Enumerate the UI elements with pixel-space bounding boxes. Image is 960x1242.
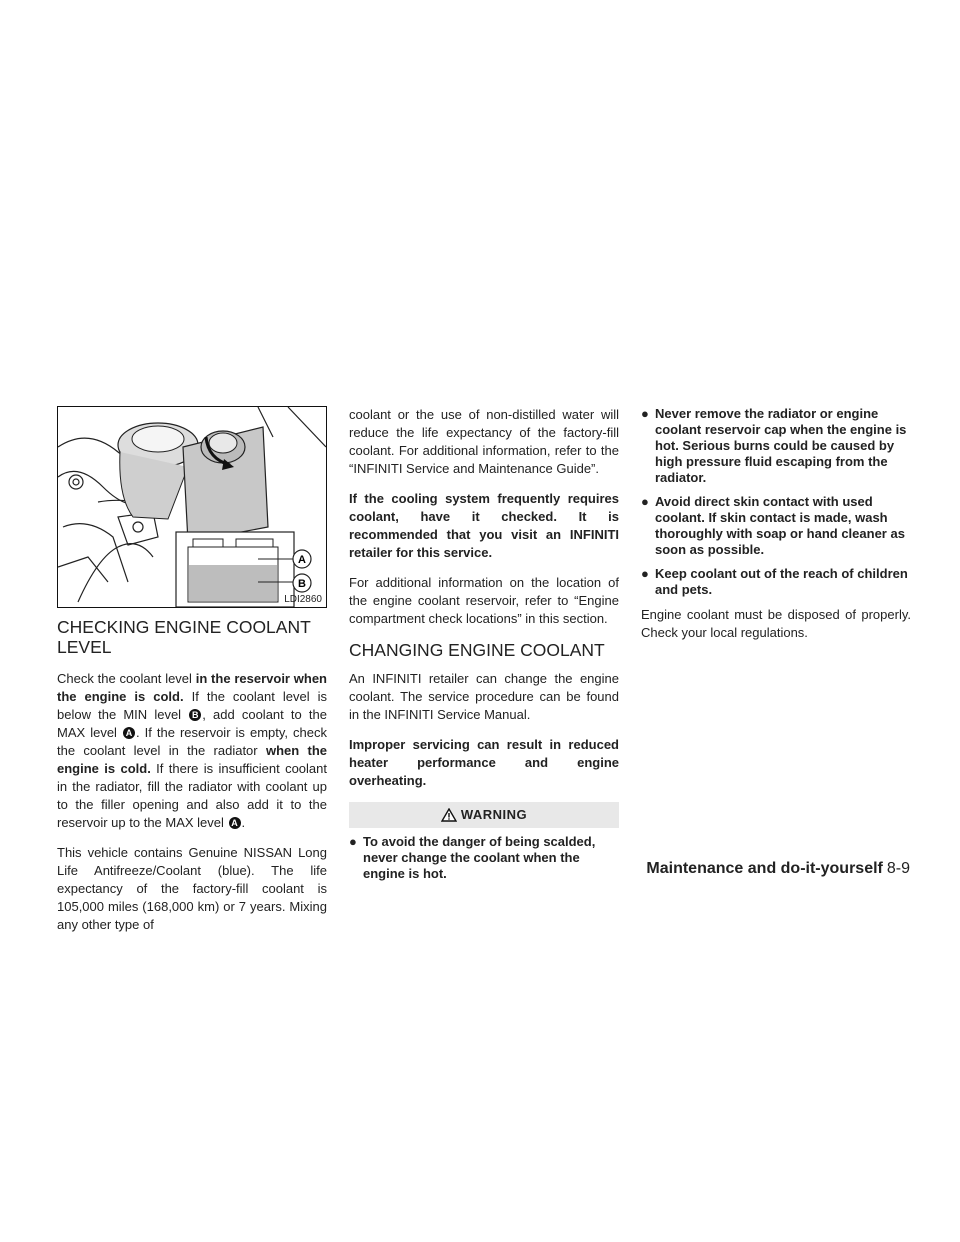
footer-section-title: Maintenance and do-it-yourself <box>646 860 883 877</box>
warning-item <box>349 834 619 882</box>
column-1 <box>57 670 327 946</box>
warning-item-text: To avoid the danger of being scalded, never change the coolant when the engine is hot. <box>363 834 596 881</box>
heading-checking-coolant: CHECKING ENGINE COOLANT LEVEL <box>57 617 311 657</box>
warning-item <box>641 566 911 598</box>
reservoir-location-paragraph: For additional information on the location of the engine coolant reservoir, refer to “Engine compartment check locations” in this section. <box>349 575 619 626</box>
disposal-paragraph: Engine coolant must be disposed of properly. Check your local regulations. <box>641 607 911 640</box>
bold-text: when the engine is cold. <box>57 743 328 776</box>
warning-item-text: Avoid direct skin contact with used coolant. If skin contact is made, wash thoroughly with soap or hand cleaner as soon as possible. <box>655 494 905 557</box>
changing-paragraph: An INFINITI retailer can change the engine coolant. The service procedure can be found in the INFINITI Service Manual. <box>349 671 619 722</box>
improper-servicing-note: Improper servicing can result in reduced heater performance and engine overheating. <box>349 737 619 788</box>
bullet-icon: ● <box>641 406 649 421</box>
bullet-icon: ● <box>641 566 649 581</box>
warning-list-continued <box>641 406 911 598</box>
text-run: If there is insufficient coolant in the radiator, fill the radiator with coolant up to the filler opening and also add it to the reservoir up to the MAX level <box>57 761 327 830</box>
continued-paragraph: coolant or the use of non-distilled water will reduce the life expectancy of the factory-fill coolant. For additional information, refer to the “INFINITI Service and Maintenance Guide”. <box>349 407 619 476</box>
text-run: If the coolant level is below the MIN level <box>57 689 327 722</box>
warning-item-text: Never remove the radiator or engine coolant reservoir cap when the engine is hot. Serious burns could be caused by high pressure fluid escaping from the radiator. <box>655 406 907 485</box>
circled-letter-a: A <box>123 727 135 739</box>
warning-banner <box>349 802 619 828</box>
coolant-type-paragraph: This vehicle contains Genuine NISSAN Long Life Antifreeze/Coolant (blue). The life expectancy of the factory-fill coolant is 105,000 miles (168,000 km) or 7 years. Mixing any other type of <box>57 845 327 932</box>
text-run: Check the coolant level <box>57 671 196 686</box>
text-run: . <box>241 815 246 830</box>
warning-label: WARNING <box>460 807 528 822</box>
figure-label-a: A <box>298 554 306 566</box>
warning-item <box>641 494 911 558</box>
engine-coolant-figure <box>57 406 327 608</box>
warning-item-text: Keep coolant out of the reach of children and pets. <box>655 566 908 597</box>
figure-label-b: B <box>298 578 306 590</box>
page-number: 8-9 <box>886 860 910 877</box>
circled-letter-b: B <box>189 709 201 721</box>
coolant-reservoir-illustration <box>58 407 326 607</box>
frequent-coolant-note: If the cooling system frequently requires coolant, have it checked. It is recommended that you visit an INFINITI retailer for this service. <box>349 491 619 560</box>
figure-id: LDI2860 <box>284 594 322 605</box>
bullet-icon: ● <box>349 834 357 849</box>
text-run: , add coolant to the MAX level <box>57 707 327 740</box>
warning-item <box>641 406 911 486</box>
warning-triangle-icon <box>441 808 457 822</box>
column-2 <box>349 406 619 890</box>
bullet-icon: ● <box>641 494 649 509</box>
circled-letter-a: A <box>229 817 241 829</box>
warning-list <box>349 834 619 882</box>
text-run: . If the reservoir is empty, check the coolant level in the radiator <box>57 725 327 758</box>
bold-text: in the reservoir when the engine is cold. <box>57 671 327 704</box>
heading-changing-coolant: CHANGING ENGINE COOLANT <box>349 640 605 660</box>
column-3 <box>641 406 911 654</box>
page-footer <box>646 860 910 878</box>
checking-paragraph <box>57 670 327 832</box>
